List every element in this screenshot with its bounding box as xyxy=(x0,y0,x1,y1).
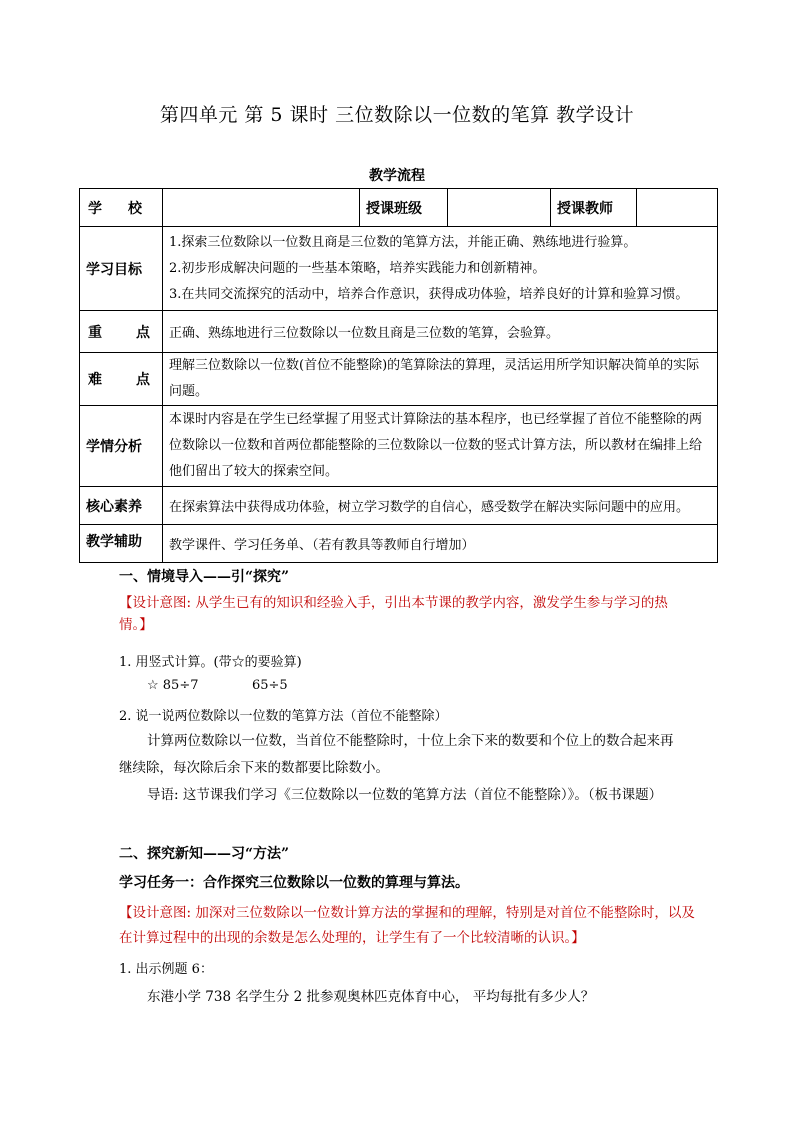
analysis-text: 本课时内容是在学生已经掌握了用竖式计算除法的基本程序，也已经掌握了首位不能整除的两位数除以一位数和首两位都能整除的三位数除以一位数的竖式计算方法，所以教材在编排上给他们留出了较大的探索空间。 xyxy=(163,406,718,487)
school-label-cell xyxy=(80,189,163,227)
literacy-label: 核心素养 xyxy=(80,487,163,525)
table-row xyxy=(80,406,718,487)
difficulty-label xyxy=(80,353,163,406)
table-row xyxy=(80,487,718,525)
goal-item: 1.探索三位数除以一位数且商是三位数的笔算方法，并能正确、熟练地进行验算。 xyxy=(169,234,637,250)
section1-paragraph2: 导语: 这节课我们学习《三位数除以一位数的笔算方法（首位不能整除）》。（板书课题） xyxy=(147,787,663,803)
goal-item: 3.在共同交流探究的活动中，培养合作意识，获得成功体验，培养良好的计算和验算习惯。 xyxy=(169,286,689,302)
section2-heading: 二、探究新知——习“方法” xyxy=(119,846,290,862)
table-row xyxy=(80,525,718,563)
aids-text: 教学课件、学习任务单、（若有教具等教师自行增加） xyxy=(163,525,718,563)
section1-item2: 2. 说一说两位数除以一位数的笔算方法（首位不能整除） xyxy=(119,709,448,724)
lesson-info-table xyxy=(79,188,718,563)
literacy-text: 在探索算法中获得成功体验，树立学习数学的自信心，感受数学在解决实际问题中的应用。 xyxy=(163,487,718,525)
difficulty-label-a: 难 xyxy=(88,372,102,388)
exercise-a: ☆ 85÷7 xyxy=(147,678,199,693)
table-row xyxy=(80,353,718,406)
key-point-text: 正确、熟练地进行三位数除以一位数且商是三位数的笔算，会验算。 xyxy=(163,311,718,353)
key-label-b: 点 xyxy=(136,324,150,341)
analysis-label: 学情分析 xyxy=(80,406,163,487)
teacher-label-cell: 授课教师 xyxy=(551,189,637,227)
table-row xyxy=(80,227,718,311)
goal-item: 2.初步形成解决问题的一些基本策略，培养实践能力和创新精神。 xyxy=(169,260,546,276)
section2-task: 学习任务一：合作探究三位数除以一位数的算理与算法。 xyxy=(119,875,469,891)
goals-cell xyxy=(163,227,718,311)
school-label-b: 校 xyxy=(128,200,142,217)
section2-item1: 1. 出示例题 6： xyxy=(119,962,213,977)
goals-label: 学习目标 xyxy=(80,227,163,311)
aids-label: 教学辅助 xyxy=(80,525,163,563)
school-label-a: 学 xyxy=(88,200,102,217)
section1-intent: 【设计意图: 从学生已有的知识和经验入手，引出本节课的教学内容，激发学生参与学习的热情。】 xyxy=(119,595,668,633)
table-row xyxy=(80,311,718,353)
exercise-b: 65÷5 xyxy=(252,678,288,693)
key-label-a: 重 xyxy=(88,324,102,341)
key-point-label xyxy=(80,311,163,353)
section1-heading: 一、情境导入——引“探究” xyxy=(119,569,290,585)
class-label-cell: 授课班级 xyxy=(360,189,448,227)
flow-title: 教学流程 xyxy=(369,168,425,184)
example-problem: 东港小学 738 名学生分 2 批参观奥林匹克体育中心， 平均每批有多少人？ xyxy=(147,989,595,1005)
section1-item1: 1. 用竖式计算。(带☆的要验算) xyxy=(119,655,302,670)
table-row xyxy=(80,189,718,227)
difficulty-text: 理解三位数除以一位数(首位不能整除)的笔算除法的算理，灵活运用所学知识解决简单的实际问题。 xyxy=(163,353,718,406)
section2-intent: 【设计意图: 加深对三位数除以一位数计算方法的掌握和的理解，特别是对首位不能整除时，以及在计算过程中的出现的余数是怎么处理的，让学生有了一个比较清晰的认识。】 xyxy=(119,905,695,946)
school-value-cell[interactable] xyxy=(163,189,360,227)
teacher-value-cell[interactable] xyxy=(637,189,718,227)
page-title: 第四单元 第 5 课时 三位数除以一位数的笔算 教学设计 xyxy=(159,104,635,126)
difficulty-label-b: 点 xyxy=(136,372,150,388)
class-value-cell[interactable] xyxy=(448,189,551,227)
section1-paragraph1: 计算两位数除以一位数，当首位不能整除时，十位上余下来的数要和个位上的数合起来再继续除，每次除后余下来的数都要比除数小。 xyxy=(119,733,674,776)
